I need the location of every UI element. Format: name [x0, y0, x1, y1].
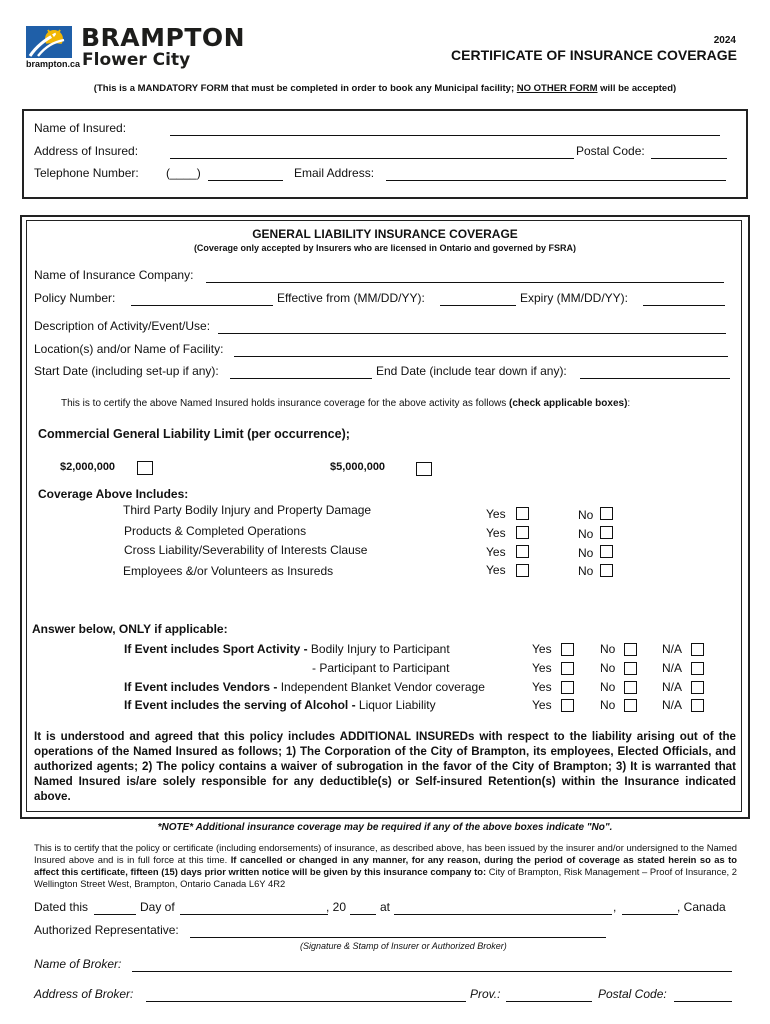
location-label: Location(s) and/or Name of Facility:	[34, 342, 224, 356]
expiry-label: Expiry (MM/DD/YY):	[520, 291, 628, 305]
broker-name-label: Name of Broker:	[34, 957, 122, 971]
event-no-label: No	[600, 642, 616, 656]
coverage-employees-yes-checkbox[interactable]	[516, 564, 529, 577]
broker-postal-field[interactable]	[674, 1001, 732, 1002]
broker-address-field[interactable]	[146, 1001, 466, 1002]
event-yes-label: Yes	[532, 642, 552, 656]
event-yes-label: Yes	[532, 698, 552, 712]
form-year: 2024	[713, 35, 736, 46]
coverage-yes-label: Yes	[486, 563, 506, 577]
coverage-no-label: No	[578, 546, 594, 560]
vendors-yes-checkbox[interactable]	[561, 681, 574, 694]
event-na-label: N/A	[662, 680, 683, 694]
sport-bodily-yes-checkbox[interactable]	[561, 643, 574, 656]
dated-this-label: Dated this	[34, 900, 89, 914]
coverage-products-no-checkbox[interactable]	[600, 526, 613, 539]
coverage-third-party-no-checkbox[interactable]	[600, 507, 613, 520]
insured-address-field[interactable]	[170, 158, 574, 159]
policy-label: Policy Number:	[34, 291, 116, 305]
auth-rep-label: Authorized Representative:	[34, 923, 179, 937]
event-na-label: N/A	[662, 661, 683, 675]
insured-name-label: Name of Insured:	[34, 121, 127, 135]
coverage-item-employees: Employees &/or Volunteers as Insureds	[123, 564, 334, 578]
insured-postal-field[interactable]	[651, 158, 727, 159]
coverage-item-cross-liability: Cross Liability/Severability of Interests Clause	[124, 543, 368, 557]
insured-address-label: Address of Insured:	[34, 144, 139, 158]
broker-prov-label: Prov.:	[470, 987, 501, 1001]
insured-phone-field[interactable]	[208, 180, 283, 181]
sport-row: If Event includes Sport Activity - Bodily Injury to Participant	[124, 642, 450, 656]
sport-participant-yes-checkbox[interactable]	[561, 662, 574, 675]
insured-email-label: Email Address:	[294, 166, 375, 180]
end-date-field[interactable]	[580, 378, 730, 379]
limit-5m-checkbox[interactable]	[416, 462, 432, 476]
day-of-label: Day of	[140, 900, 175, 914]
coverage-yes-label: Yes	[486, 507, 506, 521]
policy-field[interactable]	[131, 305, 273, 306]
alcohol-yes-checkbox[interactable]	[561, 699, 574, 712]
additional-insured-clause: It is understood and agreed that this policy includes ADDITIONAL INSUREDs with respect to the liability arising out of the operations of the Named Insured as follows; 1) The Corporation of the City of Brampton, its employees, Elected Officials, and authorized agents; 2) The policy contains a waiver of subrogation in the favor of the City of Brampton; 3) It is warranted that Named Insured is/are solely responsible for any deductible(s) or Self-insured Retention(s) within the Insurance indicated above.	[34, 730, 736, 803]
brampton-logo	[26, 23, 246, 72]
alcohol-na-checkbox[interactable]	[691, 699, 704, 712]
start-date-field[interactable]	[230, 378, 372, 379]
coverage-employees-no-checkbox[interactable]	[600, 564, 613, 577]
dated-province-field[interactable]	[622, 914, 678, 915]
dated-day-field[interactable]	[94, 914, 136, 915]
note-text: *NOTE* Additional insurance coverage may be required if any of the above boxes indicate "No".	[157, 822, 613, 833]
company-label: Name of Insurance Company:	[34, 268, 194, 282]
broker-address-label: Address of Broker:	[34, 987, 134, 1001]
start-date-label: Start Date (including set-up if any):	[34, 364, 219, 378]
description-field[interactable]	[218, 333, 726, 334]
coverage-no-label: No	[578, 508, 594, 522]
certify-statement: This is to certify the above Named Insured holds insurance coverage for the above activity as follows (check applicable boxes):	[61, 398, 631, 409]
insured-email-field[interactable]	[386, 180, 726, 181]
limit-2m-checkbox[interactable]	[137, 461, 153, 475]
effective-label: Effective from (MM/DD/YY):	[277, 291, 425, 305]
broker-prov-field[interactable]	[506, 1001, 592, 1002]
coverage-heading: Coverage Above Includes:	[38, 487, 189, 501]
answer-heading: Answer below, ONLY if applicable:	[32, 622, 228, 636]
canada-label: , Canada	[677, 900, 726, 914]
gl-title: GENERAL LIABILITY INSURANCE COVERAGE	[252, 227, 518, 241]
insured-postal-label: Postal Code:	[576, 144, 645, 158]
gl-subtitle: (Coverage only accepted by Insurers who are licensed in Ontario and governed by FSRA)	[193, 243, 577, 253]
dated-city-field[interactable]	[394, 914, 612, 915]
coverage-item-products: Products & Completed Operations	[124, 524, 307, 538]
coverage-yes-label: Yes	[486, 526, 506, 540]
sport-participant-na-checkbox[interactable]	[691, 662, 704, 675]
dated-month-field[interactable]	[180, 914, 328, 915]
company-field[interactable]	[206, 282, 724, 283]
description-label: Description of Activity/Event/Use:	[34, 319, 211, 333]
cgl-heading: Commercial General Liability Limit (per occurrence);	[38, 427, 350, 441]
event-na-label: N/A	[662, 642, 683, 656]
auth-rep-field[interactable]	[190, 937, 606, 938]
coverage-cross-yes-checkbox[interactable]	[516, 545, 529, 558]
coverage-no-label: No	[578, 527, 594, 541]
flower-logo-icon	[26, 26, 72, 58]
coverage-products-yes-checkbox[interactable]	[516, 526, 529, 539]
logo-url: brampton.ca	[26, 59, 81, 69]
sport-participant-no-checkbox[interactable]	[624, 662, 637, 675]
end-date-label: End Date (include tear down if any):	[376, 364, 567, 378]
form-title: CERTIFICATE OF INSURANCE COVERAGE	[451, 47, 737, 63]
dated-year-field[interactable]	[350, 914, 376, 915]
coverage-third-party-yes-checkbox[interactable]	[516, 507, 529, 520]
event-yes-label: Yes	[532, 680, 552, 694]
limit-5m-label: $5,000,000	[330, 461, 386, 473]
limit-2m-label: $2,000,000	[60, 461, 116, 473]
year-prefix-label: , 20	[326, 900, 347, 914]
coverage-no-label: No	[578, 564, 594, 578]
coverage-cross-no-checkbox[interactable]	[600, 545, 613, 558]
event-yes-label: Yes	[532, 661, 552, 675]
at-label: at	[380, 900, 391, 914]
sport-sub-label: - Participant to Participant	[312, 661, 450, 675]
logo-name: BRAMPTON	[81, 23, 246, 52]
effective-field[interactable]	[440, 305, 516, 306]
alcohol-row: If Event includes the serving of Alcohol - Liquor Liability	[124, 698, 436, 712]
location-field[interactable]	[234, 356, 728, 357]
broker-name-field[interactable]	[132, 971, 732, 972]
vendors-no-checkbox[interactable]	[624, 681, 637, 694]
event-no-label: No	[600, 661, 616, 675]
insured-phone-area[interactable]: (____)	[166, 166, 201, 180]
event-no-label: No	[600, 698, 616, 712]
insured-phone-label: Telephone Number:	[34, 166, 139, 180]
event-no-label: No	[600, 680, 616, 694]
event-na-label: N/A	[662, 698, 683, 712]
mandatory-notice: (This is a MANDATORY FORM that must be completed in order to book any Municipal facility; NO OTHER FORM will be accepted)	[93, 83, 677, 94]
logo-tagline: Flower City	[82, 50, 191, 70]
signature-caption: (Signature & Stamp of Insurer or Authorized Broker)	[300, 941, 507, 951]
coverage-yes-label: Yes	[486, 545, 506, 559]
insured-name-field[interactable]	[170, 135, 720, 136]
sport-bodily-na-checkbox[interactable]	[691, 643, 704, 656]
alcohol-no-checkbox[interactable]	[624, 699, 637, 712]
footer-certify: This is to certify that the policy or certificate (including endorsements) of insurance, as described above, has been issued by the insurer and/or undersigned to the Named Insured above and is in full force at this time. If cancelled or changed in any manner, for any reason, during the period of coverage as stated herein so as to affect this certificate, fifteen (15) days prior written notice will be given by this insurance company to: City of Brampton, Risk Management – Proof of Insurance, 2 Wellington Street West, Brampton, Ontario Canada L6Y 4R2	[34, 842, 737, 889]
comma-label: ,	[613, 900, 617, 914]
vendors-row: If Event includes Vendors - Independent Blanket Vendor coverage	[124, 680, 485, 694]
broker-postal-label: Postal Code:	[598, 987, 667, 1001]
sport-bodily-no-checkbox[interactable]	[624, 643, 637, 656]
expiry-field[interactable]	[643, 305, 725, 306]
vendors-na-checkbox[interactable]	[691, 681, 704, 694]
coverage-item-third-party: Third Party Bodily Injury and Property Damage	[123, 503, 372, 517]
